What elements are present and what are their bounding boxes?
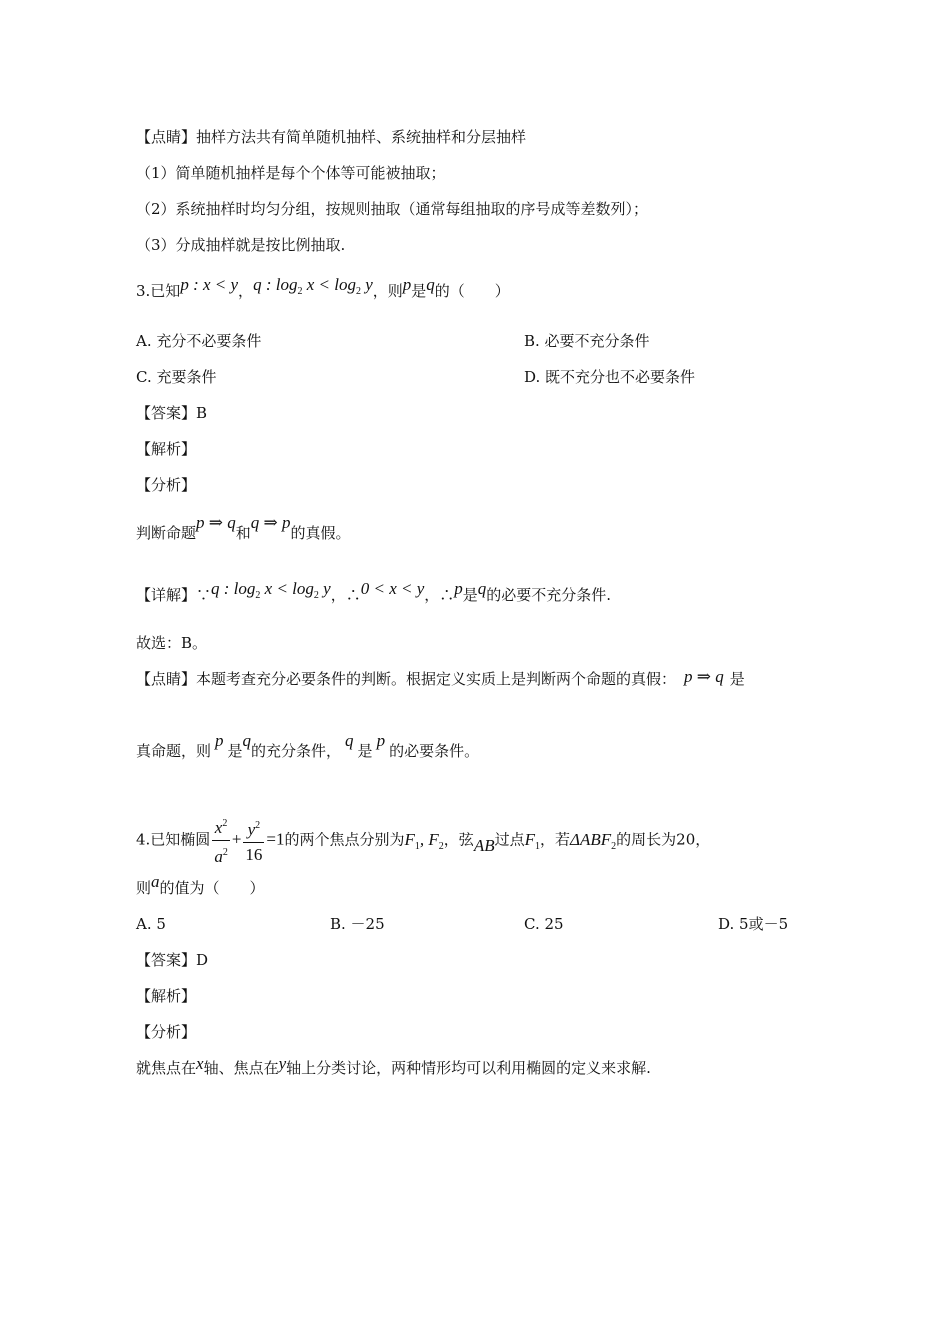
- math-q-def: q : $\log_2 x < \log_2 y$: [211, 579, 331, 601]
- detail-text: 【详解】∵q : $\log_2 x < \log_2 y$，∴0 < x < y，∴p是q的必要不充分条件.: [136, 579, 612, 604]
- answer: 【答案】D: [136, 951, 209, 969]
- math-fraction: $\frac{x^2}{a^2}$: [212, 812, 230, 869]
- analysis-text: 判断命题p ⇒ q和q ⇒ p的真假。: [136, 513, 351, 542]
- note-paragraph: 【点睛】本题考查充分必要条件的判断。根据定义实质上是判断两个命题的真假： p ⇒ q 是: [136, 667, 745, 688]
- math-foci: $F_1$, $F_2$: [404, 829, 444, 852]
- option-b: B. －25: [330, 915, 385, 933]
- list-item: （1）简单随机抽样是每个个体等可能被抽取；: [136, 164, 446, 182]
- question-4-stem-cont: 则a的值为（ ）: [136, 872, 265, 897]
- option-c: C. 充要条件: [136, 368, 217, 386]
- section-heading: 【分析】: [136, 1023, 197, 1041]
- option-c: C. 25: [524, 915, 564, 933]
- math-triangle: $\Delta ABF_2$: [570, 829, 617, 852]
- section-heading: 【分析】: [136, 476, 197, 494]
- math-p-def: p : x < y: [180, 275, 239, 294]
- math-fraction: $\frac{y^2}{16}$: [243, 814, 264, 867]
- list-item: （2）系统抽样时均匀分组，按规则抽取（通常每组抽取的序号成等差数列）；: [136, 200, 649, 218]
- option-a: A. 5: [136, 915, 166, 933]
- answer: 【答案】B: [136, 404, 208, 422]
- analysis-text: 就焦点在x轴、焦点在y轴上分类讨论，两种情形均可以利用椭圆的定义来求解.: [136, 1054, 651, 1077]
- math-implication: p ⇒ q: [196, 513, 236, 532]
- option-d: D. 既不充分也不必要条件: [524, 368, 696, 386]
- section-heading: 【解析】: [136, 987, 197, 1005]
- note-text: 抽样方法共有简单随机抽样、系统抽样和分层抽样: [196, 128, 527, 146]
- math-q-def: q : $\log_2 x < \log_2 y$: [253, 275, 373, 297]
- note-label: 【点睛】: [136, 128, 197, 146]
- math-inequality: 0 < x < y: [360, 579, 425, 598]
- option-a: A. 充分不必要条件: [136, 332, 262, 350]
- note-paragraph-cont: 真命题，则p是q的充分条件，q是p的必要条件。: [136, 731, 480, 760]
- section-heading: 【解析】: [136, 440, 197, 458]
- math-implication: p ⇒ q: [684, 667, 724, 686]
- choice-text: 故选：B。: [136, 634, 208, 652]
- list-item: （3）分成抽样就是按比例抽取.: [136, 236, 346, 254]
- note-paragraph: [136, 127, 526, 147]
- math-implication: q ⇒ p: [250, 513, 291, 532]
- option-b: B. 必要不充分条件: [524, 332, 650, 350]
- question-4-stem: 4.已知椭圆 $\frac{x^2}{a^2}$ + $\frac{y^2}{16}$ =1的两个焦点分别为$F_1$, $F_2$，弦AB过点$F_1$，若$\Delta ABF_2$的周长为20，: [136, 812, 710, 869]
- question-3-stem: 3.已知p : x < y，q : $\log_2 x < \log_2 y$，则p是q的（ ）: [136, 275, 510, 300]
- option-d: D. 5或－5: [718, 915, 789, 933]
